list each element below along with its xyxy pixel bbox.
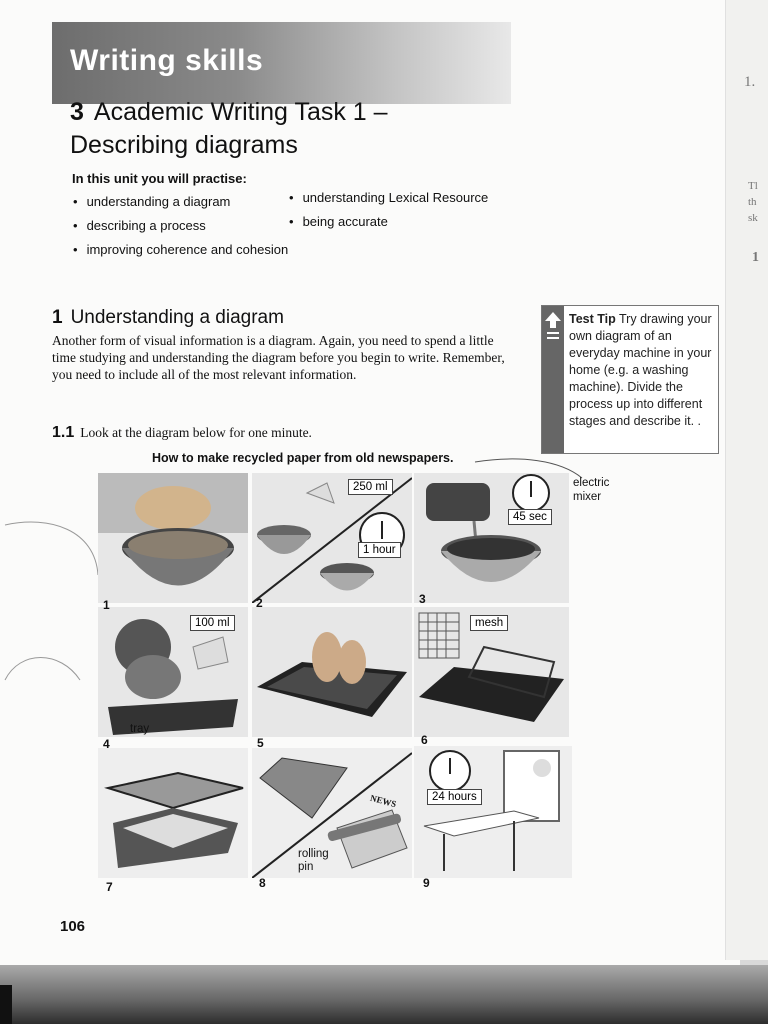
section-paragraph: Another form of visual information is a diagram. Again, you need to spend a little time studying and understanding the diagram before you begin to write. Remember, you need to include all of the most relevant information. bbox=[52, 333, 505, 382]
tray-label: tray bbox=[130, 723, 150, 735]
news-label: NEWS bbox=[369, 792, 398, 810]
step-7-panel bbox=[98, 748, 248, 878]
right-page-fragment: 1. bbox=[744, 74, 756, 90]
mixing-illustration bbox=[414, 473, 569, 603]
list-item: • being accurate bbox=[289, 214, 488, 238]
soak-time-label: 1 hour bbox=[358, 542, 401, 558]
page-number: 106 bbox=[60, 918, 86, 935]
step-9-panel bbox=[414, 746, 572, 878]
mesh-label: mesh bbox=[470, 615, 508, 631]
step-number: 3 bbox=[419, 592, 426, 606]
mixer-label: electric mixer bbox=[573, 477, 610, 503]
dry-time-label: 24 hours bbox=[427, 789, 482, 805]
step-8-panel bbox=[252, 748, 412, 878]
mix-time-label: 45 sec bbox=[508, 509, 552, 525]
step-1-panel bbox=[98, 473, 248, 603]
step-number: 5 bbox=[257, 736, 264, 750]
step-2-panel bbox=[252, 473, 412, 603]
step-6-panel bbox=[414, 607, 569, 737]
step-number: 9 bbox=[423, 876, 430, 890]
draining-illustration bbox=[98, 748, 248, 878]
right-page-fragment: 1 bbox=[752, 250, 759, 265]
practise-heading: In this unit you will practise: bbox=[72, 171, 247, 186]
list-item: • describing a process bbox=[73, 218, 288, 242]
right-page-fragment: sk bbox=[748, 212, 758, 224]
tip-label: Test Tip bbox=[569, 312, 616, 326]
list-item: • understanding Lexical Resource bbox=[289, 190, 488, 214]
task-number: 1.1 bbox=[52, 424, 75, 441]
list-item: • understanding a diagram bbox=[73, 194, 288, 218]
tip-body: Try drawing your own diagram of an everyday machine in your home (e.g. a washing machine). Divide the process up into different stages and describe it. . bbox=[569, 312, 712, 428]
drying-illustration bbox=[414, 746, 572, 878]
list-item: • improving coherence and cohesion bbox=[73, 242, 288, 266]
water-amount-label-2: 100 ml bbox=[190, 615, 235, 631]
task-text: Look at the diagram below for one minute. bbox=[80, 425, 312, 440]
spreading-pulp-illustration bbox=[252, 607, 412, 737]
water-amount-label: 250 ml bbox=[348, 479, 393, 495]
right-page-fragment: th bbox=[748, 196, 757, 208]
step-number: 1 bbox=[103, 598, 110, 612]
step-number: 8 bbox=[259, 876, 266, 890]
step-number: 6 bbox=[421, 733, 428, 747]
diagram-title: How to make recycled paper from old newspapers. bbox=[152, 451, 454, 465]
step-number: 7 bbox=[106, 880, 113, 894]
unit-title-text: Academic Writing Task 1 – Describing diagrams bbox=[70, 98, 388, 159]
section-number: 1 bbox=[52, 307, 63, 328]
section-title: Understanding a diagram bbox=[70, 307, 284, 328]
step-number: 4 bbox=[103, 737, 110, 751]
step-3-panel bbox=[414, 473, 569, 603]
rolling-pin-label: rolling pin bbox=[298, 848, 329, 873]
banner-title: Writing skills bbox=[70, 44, 264, 77]
right-page-fragment: Tl bbox=[748, 180, 758, 192]
step-5-panel bbox=[252, 607, 412, 737]
step-4-panel bbox=[98, 607, 248, 737]
step-number: 2 bbox=[256, 596, 263, 610]
unit-number: 3 bbox=[70, 98, 84, 126]
tearing-paper-illustration bbox=[98, 473, 248, 603]
